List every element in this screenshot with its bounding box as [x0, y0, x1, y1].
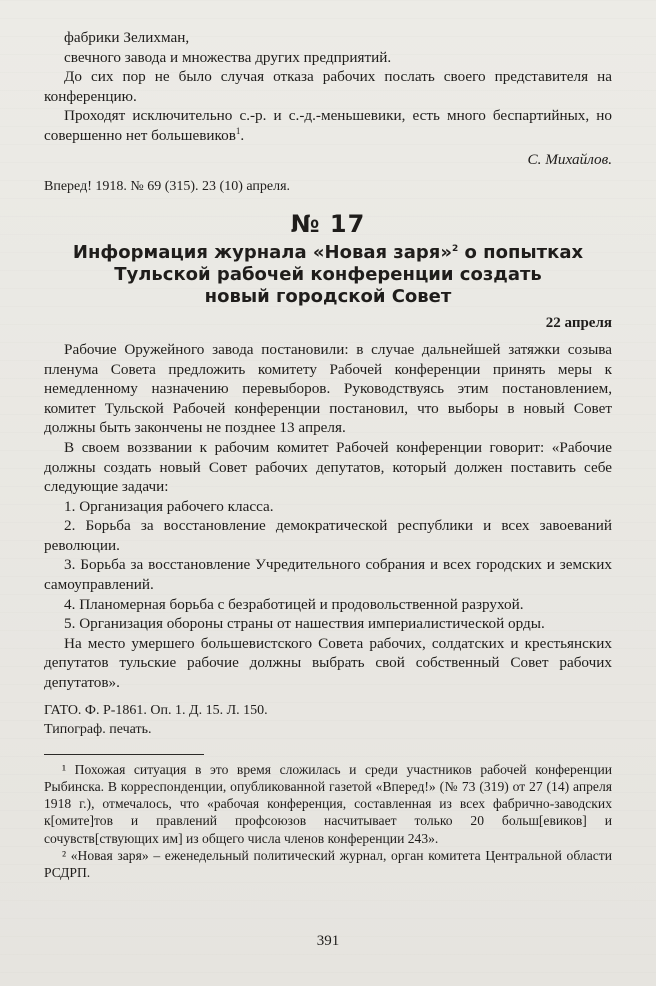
prev-paragraph-2-text: Проходят исключительно с.-р. и с.-д.-меньшевики, есть много беспартийных, но совершенно нет большевиков [44, 107, 612, 144]
prev-paragraph-2: Проходят исключительно с.-р. и с.-д.-меньшевики, есть много беспартийных, но совершенно нет большевиков$^1$. [44, 107, 612, 144]
title-line-1-post: о попытках [458, 242, 584, 264]
title-line-1-pre: Информация журнала «Новая заря» [72, 242, 452, 264]
document-title [44, 242, 612, 308]
list-item: 2. Борьба за восстановление демократической республики и всех завоеваний революции. [44, 517, 612, 554]
archive-reference: ГАТО. Ф. Р-1861. Оп. 1. Д. 15. Л. 150. [44, 702, 268, 718]
list-item: 4. Планомерная борьба с безработицей и продовольственной разрухой. [64, 595, 524, 613]
prev-line-2: свечного завода и множества других предприятий. [64, 48, 392, 66]
footnote-2: ² «Новая заря» – еженедельный политический журнал, орган комитета Центральной области РСДРП. [44, 847, 612, 881]
page-number: 391 [316, 933, 340, 949]
list-item: 3. Борьба за восстановление Учредительного собрания и всех городских и земских самоуправлений. [44, 556, 612, 594]
footnote-ref-1: 1 [235, 125, 241, 136]
page-content [44, 28, 612, 881]
footnote-1: ¹ Похожая ситуация в это время сложилась и среди участников рабочей конференции Рыбинска. В корреспонденции, опубликованной газетой «Вперед!» (№ 73 (319) от 27 (14) апреля 1918 г.), отмечалось, что «рабочая конференция, составленная из всех фабрично-заводских к[омите]тов и правлений профсоюзов насчитывает только 20 больш[евиков] и сочувств[ствующих им] из общего числа членов конференции 243». [44, 761, 612, 846]
prev-source: Вперед! 1918. № 69 (315). 23 (10) апреля. [44, 179, 291, 195]
footnote-divider [44, 754, 204, 755]
footnote-ref-2: 2 [451, 244, 459, 255]
task-list [44, 497, 612, 634]
prev-paragraph-1: До сих пор не было случая отказа рабочих послать своего представителя на конференцию. [44, 68, 612, 105]
list-item: 1. Организация рабочего класса. [64, 497, 274, 515]
title-line-1 [44, 242, 612, 264]
doc-paragraph-3: На место умершего большевистского Совета рабочих, солдатских и крестьянских депутатов тульские рабочие должны выбрать свой собственный Совет рабочих депутатов». [44, 634, 612, 692]
list-item: 5. Организация обороны страны от нашествия империалистической орды. [64, 615, 545, 633]
prev-line-1: фабрики Зелихман, [64, 29, 190, 46]
title-line-3: новый городской Совет [204, 286, 452, 308]
document-number: № 17 [290, 209, 366, 238]
doc-paragraph-1: Рабочие Оружейного завода постановили: в случае дальнейшей затяжки созыва пленума Совета предложить комитету Рабочей конференции принять меры к немедленному назначению перевыборов. Руководствуясь этим постановлением, комитет Тульской Рабочей конференции постановил, что выборы в новый Совет должны быть закончены не позднее 13 апреля. [44, 340, 612, 437]
title-line-2: Тульской рабочей конференции создать [114, 264, 542, 286]
signature: С. Михайлов. [527, 150, 612, 168]
document-date: 22 апреля [545, 315, 612, 332]
doc-paragraph-2: В своем воззвании к рабочим комитет Рабочей конференции говорит: «Рабочие должны создать новый Совет рабочих депутатов, который должен поставить себе следующие задачи: [44, 438, 612, 496]
print-type: Типограф. печать. [44, 722, 152, 738]
